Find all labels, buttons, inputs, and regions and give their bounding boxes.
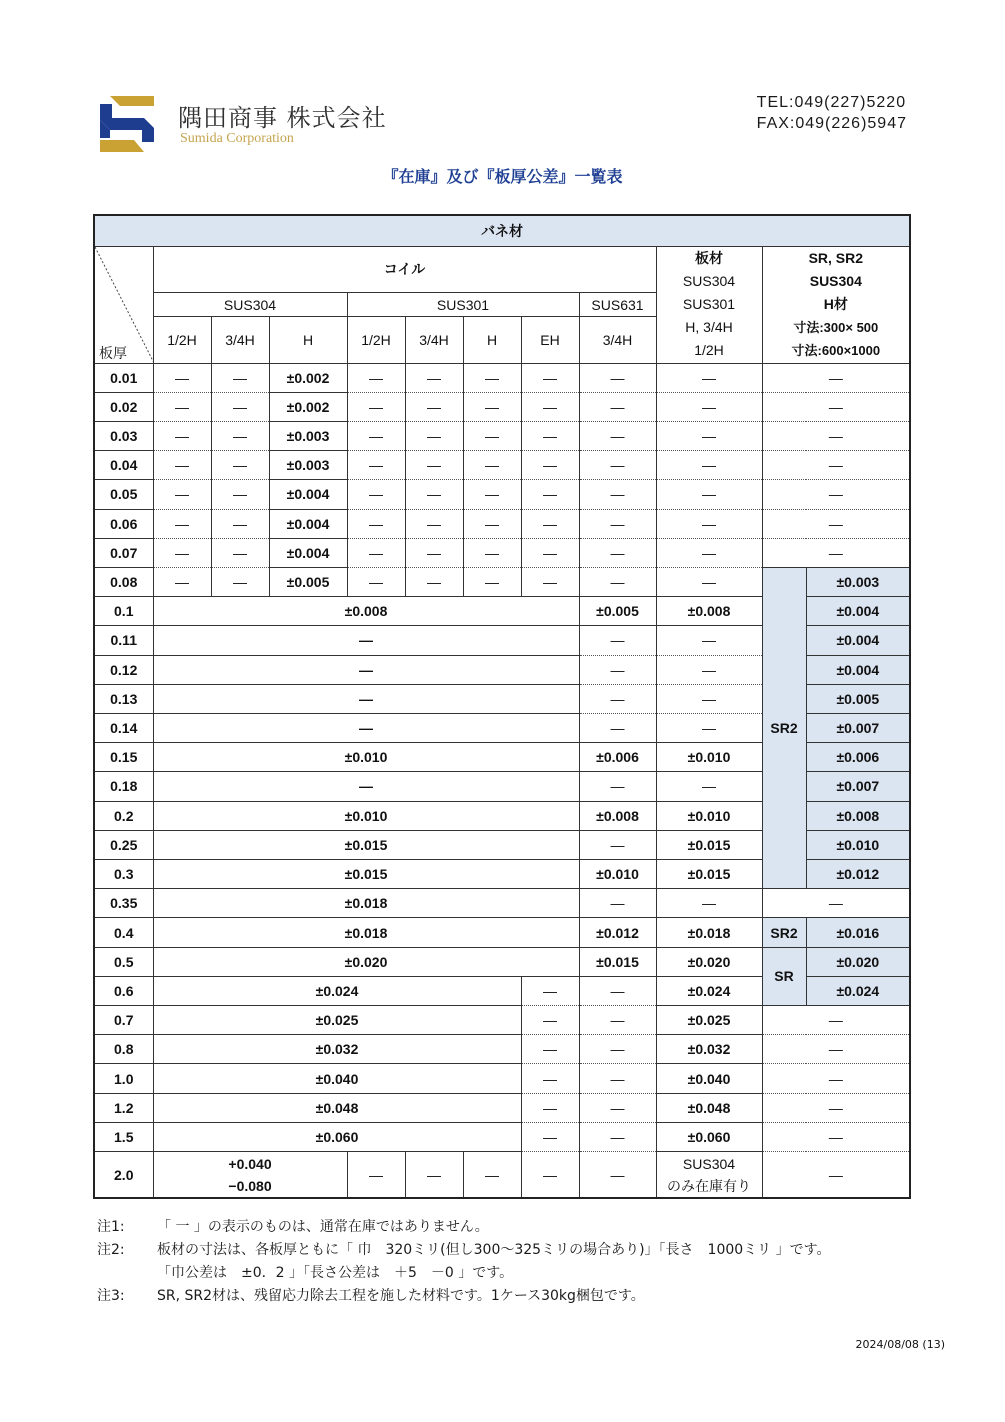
thickness-cell: 0.11 [94,626,153,655]
table-row: 0.1 ±0.008 ±0.005 ±0.008 ±0.004 [94,597,910,626]
table-row: 0.05 — — ±0.004 — — — — — — — [94,480,910,509]
sus301-header: SUS301 [347,293,579,317]
tol-cell: ±0.004 [269,509,347,538]
thickness-cell: 1.5 [94,1122,153,1151]
table-row: 0.13 — — — ±0.005 [94,684,910,713]
thickness-cell: 1.2 [94,1093,153,1122]
sr2-label: SR2 [762,918,806,947]
table-row: 0.01 — — ±0.002 — — — — — — — [94,363,910,392]
thickness-cell: 0.3 [94,860,153,889]
thickness-cell: 0.7 [94,1006,153,1035]
document-title: 『在庫』及び『板厚公差』一覧表 [382,167,623,186]
corner-header [94,246,153,363]
table-row: 0.07 — — ±0.004 — — — — — — — [94,538,910,567]
fax-number: FAX:049(226)5947 [756,115,907,132]
thickness-cell: 0.25 [94,830,153,859]
tol-cell: ±0.002 [269,363,347,392]
sus631-header: SUS631 [579,293,656,317]
plate-header [656,246,762,363]
thickness-cell: 0.4 [94,918,153,947]
thickness-cell: 0.01 [94,363,153,392]
table-row: 0.11 — — — ±0.004 [94,626,910,655]
tol-cell: ±0.003 [269,421,347,450]
table-row: 0.06 — — ±0.004 — — — — — — — [94,509,910,538]
table-row: 0.35 ±0.018 — — — [94,889,910,918]
table-row: 0.3 ±0.015 ±0.010 ±0.015 ±0.012 [94,860,910,889]
table-row: 0.08 — — ±0.005 — — — — — — SR2 ±0.003 [94,567,910,596]
company-logo [96,96,158,152]
col-301-h: H [463,317,521,363]
sr-temper: H材 [823,296,848,313]
col-304-half: 1/2H [153,317,211,363]
table-row: 2.0 +0.040 −0.080 — — — — — SUS304 のみ在庫有り — [94,1152,910,1198]
note-2: 注2: 板材の寸法は、各板厚ともに「 巾 320ミリ(但し300～325ミリの場合あり)」「長さ 1000ミリ 」です。 [97,1242,831,1258]
sus304-header: SUS304 [153,293,347,317]
contact-block [757,92,907,134]
sr-size-1: 寸法:300× 500 [793,320,879,336]
tol-cell: ±0.002 [269,392,347,421]
note-2-cont: 「巾公差は ±0．2 」「長さ公差は ＋5 －0 」です。 [157,1265,514,1281]
tol-cell: ±0.004 [269,480,347,509]
plate-grade-1: SUS304 [682,273,736,290]
thickness-cell: 0.08 [94,567,153,596]
table-row: 1.5 ±0.060 — — ±0.060 — [94,1122,910,1151]
thickness-cell: 0.04 [94,451,153,480]
plate-title: 板材 [695,250,723,267]
notes-block [97,1216,831,1308]
thickness-cell: 0.03 [94,421,153,450]
table-row: 0.12 — — — ±0.004 [94,655,910,684]
thickness-cell: 0.8 [94,1035,153,1064]
table-row: 0.6 ±0.024 — — ±0.024 ±0.024 [94,976,910,1005]
plate-2mm-note: SUS304 のみ在庫有り [656,1152,762,1198]
sr-size-2: 寸法:600×1000 [791,343,881,359]
note-3: 注3: SR, SR2材は、残留応力除去工程を施した材料です。1ケース30kg梱包です。 [97,1288,645,1304]
sr-header [762,246,910,363]
table-row: 0.7 ±0.025 — — ±0.025 — [94,1006,910,1035]
tol-2mm-cell: +0.040 −0.080 [153,1152,347,1198]
tol-cell: ±0.004 [269,538,347,567]
thickness-cell: 0.1 [94,597,153,626]
table-row: 0.04 — — ±0.003 — — — — — — — [94,451,910,480]
col-631-3q: 3/4H [579,317,656,363]
thickness-cell: 0.18 [94,772,153,801]
plate-temper-1: H, 3/4H [685,319,733,336]
band-header: バネ材 [94,215,910,246]
thickness-cell: 0.07 [94,538,153,567]
note-1: 注1: 「 一 」の表示のものは、通常在庫ではありません。 [97,1219,489,1235]
table-row: 0.15 ±0.010 ±0.006 ±0.010 ±0.006 [94,743,910,772]
col-301-eh: EH [521,317,579,363]
thickness-cell: 0.14 [94,713,153,742]
table-row: 0.18 — — — ±0.007 [94,772,910,801]
sr-tol-cell: ±0.003 [806,567,910,596]
col-301-3q: 3/4H [405,317,463,363]
tel-number: TEL:049(227)5220 [756,94,907,111]
thickness-cell: 0.12 [94,655,153,684]
thickness-label: 板厚 [99,344,127,361]
coil-tol-cell: ±0.008 [153,597,579,626]
tol-cell: ±0.005 [269,567,347,596]
table-row: 0.14 — — — ±0.007 [94,713,910,742]
tol-cell: ±0.003 [269,451,347,480]
table-row: 1.2 ±0.048 — — ±0.048 — [94,1093,910,1122]
thickness-cell: 0.06 [94,509,153,538]
col-301-half: 1/2H [347,317,405,363]
table-row: 0.02 — — ±0.002 — — — — — — — [94,392,910,421]
revision-date: 2024/08/08 (13) [855,1338,945,1351]
table-row: 0.2 ±0.010 ±0.008 ±0.010 ±0.008 [94,801,910,830]
thickness-cell: 0.15 [94,743,153,772]
col-304-h: H [269,317,347,363]
thickness-cell: 0.13 [94,684,153,713]
col-304-3q: 3/4H [211,317,269,363]
thickness-cell: 2.0 [94,1152,153,1198]
tolerance-table [93,214,911,1199]
table-row: 0.25 ±0.015 — ±0.015 ±0.010 [94,830,910,859]
company-name-en: Sumida Corporation [180,131,294,146]
coil-header: コイル [153,246,656,292]
company-name-ja: 隅田商事 株式会社 [178,104,387,132]
sr-grade: SUS304 [809,273,862,290]
sr2-group-label: SR2 [762,567,806,888]
thickness-cell: 0.05 [94,480,153,509]
table-row: 0.5 ±0.020 ±0.015 ±0.020 SR ±0.020 [94,947,910,976]
sr-label: SR [762,947,806,1005]
thickness-cell: 0.6 [94,976,153,1005]
thickness-cell: 0.35 [94,889,153,918]
table-row: 0.03 — — ±0.003 — — — — — — — [94,421,910,450]
plate-grade-2: SUS301 [682,296,736,313]
sr-title: SR, SR2 [808,250,864,267]
table-row: 1.0 ±0.040 — — ±0.040 — [94,1064,910,1093]
table-row: 0.8 ±0.032 — — ±0.032 — [94,1035,910,1064]
plate-temper-2: 1/2H [694,342,724,359]
thickness-cell: 0.2 [94,801,153,830]
thickness-cell: 0.02 [94,392,153,421]
thickness-cell: 0.5 [94,947,153,976]
table-row: 0.4 ±0.018 ±0.012 ±0.018 SR2 ±0.016 [94,918,910,947]
thickness-cell: 1.0 [94,1064,153,1093]
